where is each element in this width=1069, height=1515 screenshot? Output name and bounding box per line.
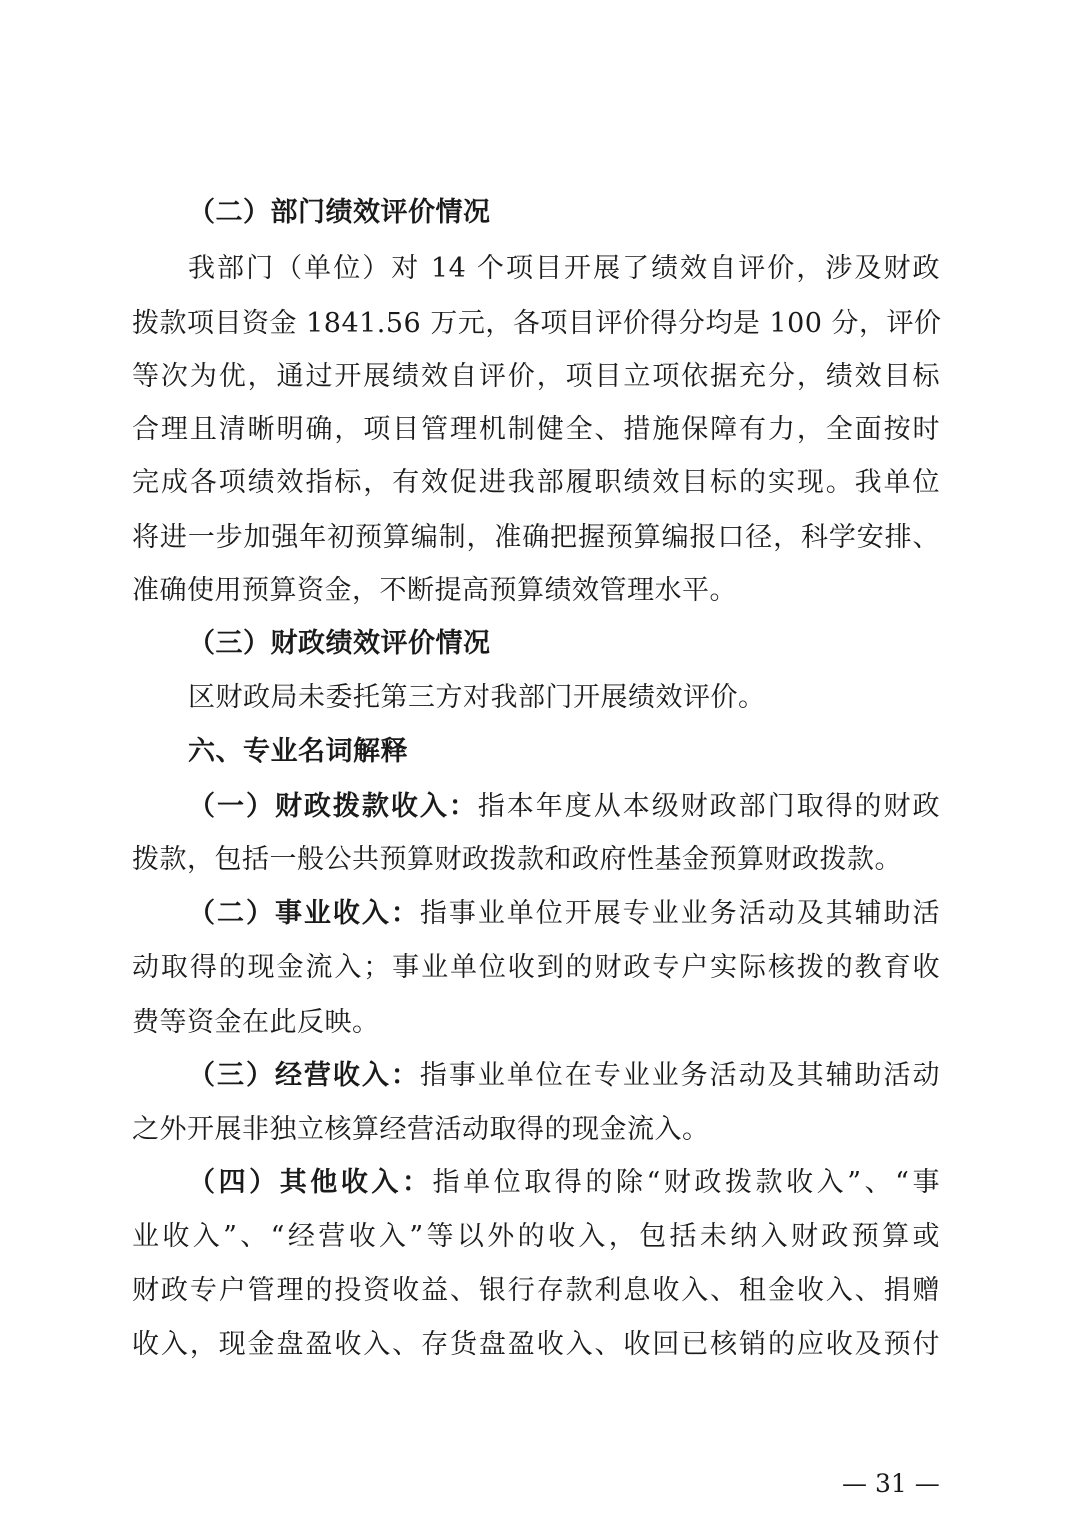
term-4-text: 指单位取得的除“财政拨款收入”、“事 (432, 1167, 940, 1198)
section-2-line: 我部门（单位）对 14 个项目开展了绩效自评价，涉及财政 (188, 253, 940, 284)
term-1-label: （一）财政拨款收入： (188, 791, 478, 822)
section-2-line: 等次为优，通过开展绩效自评价，项目立项依据充分，绩效目标 (132, 361, 940, 392)
page-number: — 31 — (842, 1469, 940, 1498)
section-2-line: 准确使用预算资金，不断提高预算绩效管理水平。 (132, 575, 737, 606)
section-2-line: 拨款项目资金 1841.56 万元，各项目评价得分均是 100 分，评价 (132, 308, 942, 339)
term-2-line: 费等资金在此反映。 (132, 1007, 380, 1038)
term-4-label: （四）其他收入： (188, 1167, 433, 1198)
term-3-first-line (188, 1059, 940, 1093)
term-4-line: 收入，现金盘盈收入、存货盘盈收入、收回已核销的应收及预付 (132, 1329, 940, 1360)
term-3-line: 之外开展非独立核算经营活动取得的现金流入。 (132, 1114, 710, 1145)
section-3-line: 区财政局未委托第三方对我部门开展绩效评价。 (188, 682, 766, 713)
term-2-first-line (188, 897, 940, 931)
term-2-label: （二）事业收入： (188, 898, 420, 929)
term-4-line: 业收入”、“经营收入”等以外的收入，包括未纳入财政预算或 (132, 1221, 940, 1252)
term-4-first-line (188, 1166, 940, 1200)
section-2-line: 将进一步加强年初预算编制，准确把握预算编报口径，科学安排、 (132, 522, 940, 553)
term-1-first-line (188, 790, 940, 824)
term-1-text: 指本年度从本级财政部门取得的财政 (477, 791, 941, 822)
section-2-line: 完成各项绩效指标，有效促进我部履职绩效目标的实现。我单位 (132, 467, 940, 498)
term-3-label: （三）经营收入： (188, 1060, 420, 1091)
term-2-text: 指事业单位开展专业业务活动及其辅助活 (419, 898, 941, 929)
section-2-line: 合理且清晰明确，项目管理机制健全、措施保障有力，全面按时 (132, 414, 940, 445)
term-1-line: 拨款，包括一般公共预算财政拨款和政府性基金预算财政拨款。 (132, 844, 902, 875)
section-3-heading: （三）财政绩效评价情况 (188, 628, 491, 659)
term-4-line: 财政专户管理的投资收益、银行存款利息收入、租金收入、捐赠 (132, 1275, 940, 1306)
term-2-line: 动取得的现金流入；事业单位收到的财政专户实际核拨的教育收 (132, 952, 940, 983)
chapter-6-heading: 六、专业名词解释 (188, 736, 408, 767)
section-2-heading: （二）部门绩效评价情况 (188, 197, 491, 228)
term-3-text: 指事业单位在专业业务活动及其辅助活动 (419, 1060, 941, 1091)
